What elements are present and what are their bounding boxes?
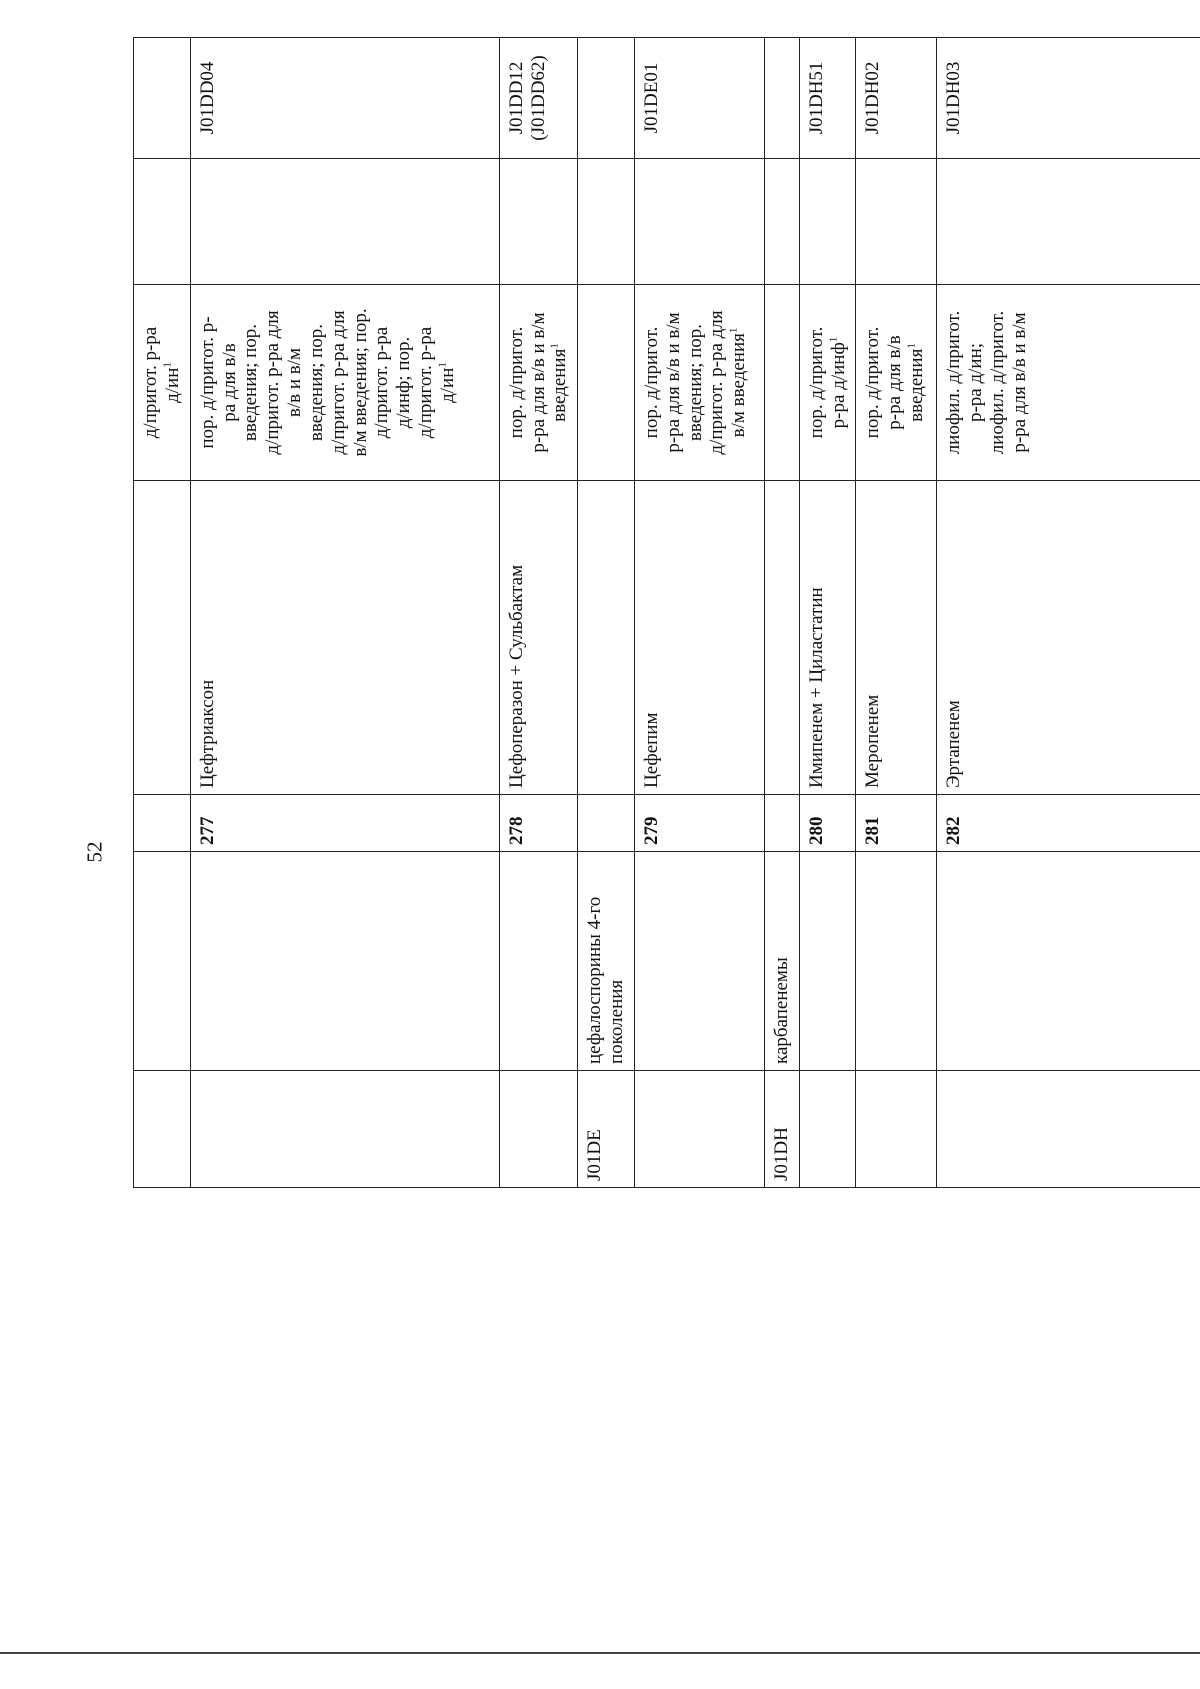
row-number-cell: 282	[937, 795, 1200, 852]
drug-name-cell: Цефоперазон + Сульбактам	[499, 481, 578, 795]
drug-name-cell	[134, 481, 191, 795]
note-cell	[578, 159, 635, 285]
atc-group-cell: J01DH	[764, 1071, 799, 1188]
group-name-cell	[134, 852, 191, 1071]
dosage-form-line: р-ра д/инф$^1$	[827, 336, 849, 429]
row-number-cell: 280	[799, 795, 856, 852]
atc-code-cell	[634, 38, 764, 159]
dosage-form-line: д/пригот. р-ра для	[262, 310, 284, 455]
dosage-form-cell	[856, 285, 937, 481]
group-name-cell	[799, 852, 856, 1071]
note-cell	[634, 159, 764, 285]
dosage-form-line: введения$^1$	[905, 343, 928, 422]
row-number-cell: 277	[190, 795, 499, 852]
atc-code-line: J01DH02	[862, 61, 884, 135]
dosage-form-line: д/пригот. р-ра	[371, 326, 393, 439]
drug-name-cell: Имипенем + Циластатин	[799, 481, 856, 795]
atc-group-cell	[799, 1071, 856, 1188]
atc-code-cell	[190, 38, 499, 159]
dosage-form-line: лиофил. д/пригот.	[987, 310, 1009, 455]
dosage-form-line: введения; пор.	[305, 323, 327, 442]
atc-code-line: J01DH51	[805, 61, 827, 135]
dosage-form-line: введения; пор.	[684, 323, 706, 442]
dosage-form-line: в/м введения; пор.	[349, 308, 371, 457]
dosage-form-cell	[937, 285, 1200, 481]
atc-group-cell	[190, 1071, 499, 1188]
dosage-form-cell	[634, 285, 764, 481]
atc-group-cell	[634, 1071, 764, 1188]
row-number-cell	[578, 795, 635, 852]
atc-code-cell	[856, 38, 937, 159]
atc-code-cell	[134, 38, 191, 159]
note-cell	[190, 159, 499, 285]
atc-code-cell	[578, 38, 635, 159]
dosage-form-line: в/в и в/м	[284, 347, 306, 418]
atc-group-cell: J01DE	[578, 1071, 635, 1188]
note-cell	[134, 159, 191, 285]
dosage-form-line: лиофил. д/пригот.	[943, 310, 965, 455]
dosage-form-line: введения; пор.	[240, 323, 262, 442]
atc-group-cell	[499, 1071, 578, 1188]
drug-name-cell: Цефтриаксон	[190, 481, 499, 795]
atc-code-line: J01DD12	[505, 61, 527, 135]
bottom-rule	[0, 1652, 1200, 1654]
drug-table-rotated	[133, 38, 1183, 1188]
dosage-form-line: р-ра для в/в и в/м	[662, 312, 684, 453]
dosage-form-cell	[134, 285, 191, 481]
row-number-cell: 279	[634, 795, 764, 852]
drug-name-cell: Цефепим	[634, 481, 764, 795]
footnote-marker: 1	[905, 343, 918, 349]
drug-name-cell: Эртапенем	[937, 481, 1200, 795]
dosage-form-line: д/пригот. р-ра	[140, 326, 161, 439]
atc-group-cell	[134, 1071, 191, 1188]
dosage-form-cell	[499, 285, 578, 481]
footnote-marker: 1	[727, 327, 740, 334]
dosage-form-line: пор. д/пригот.	[640, 326, 662, 439]
note-cell	[937, 159, 1200, 285]
dosage-form-line: $д/ин^1$	[436, 362, 458, 403]
atc-code-cell	[764, 38, 799, 159]
table-row	[764, 38, 799, 1188]
dosage-form-line: д/пригот. р-ра	[415, 326, 437, 439]
dosage-form-line: пор. д/пригот.	[805, 326, 827, 439]
table-row	[190, 38, 499, 1188]
atc-code-line: (J01DD62)	[527, 55, 549, 141]
group-name-cell: цефалоспорины 4-го поколения	[578, 852, 635, 1071]
dosage-form-line: пор. д/пригот. р-	[196, 316, 218, 449]
dosage-form-cell	[578, 285, 635, 481]
atc-code-line: J01DE01	[640, 62, 662, 134]
note-cell	[799, 159, 856, 285]
footnote-marker: 1	[161, 362, 174, 368]
atc-code-cell	[937, 38, 1200, 159]
group-name-cell	[499, 852, 578, 1071]
dosage-form-line: $д/ин^1$	[161, 362, 183, 403]
note-cell	[764, 159, 799, 285]
atc-code-line: J01DD04	[196, 61, 218, 135]
table-row	[134, 38, 191, 1188]
dosage-form-cell	[799, 285, 856, 481]
footnote-marker: 1	[827, 336, 840, 343]
dosage-form-line: введения$^1$	[549, 343, 571, 422]
atc-group-cell	[937, 1071, 1200, 1188]
note-cell	[856, 159, 937, 285]
group-name-cell	[634, 852, 764, 1071]
dosage-form-line: в/м введения$^1$	[727, 327, 750, 438]
dosage-form-cell	[190, 285, 499, 481]
row-number-cell: 281	[856, 795, 937, 852]
drug-name-cell	[578, 481, 635, 795]
table-row	[856, 38, 937, 1188]
page-number: 52	[82, 841, 107, 863]
drug-table	[133, 37, 1200, 1188]
table-row	[937, 38, 1200, 1188]
atc-group-cell	[856, 1071, 937, 1188]
footnote-marker: 1	[549, 343, 562, 349]
dosage-form-line: д/пригот. р-ра для	[706, 310, 728, 455]
row-number-cell: 278	[499, 795, 578, 852]
group-name-cell	[190, 852, 499, 1071]
drug-name-cell	[764, 481, 799, 795]
dosage-form-cell	[764, 285, 799, 481]
row-number-cell	[134, 795, 191, 852]
dosage-form-line: д/пригот. р-ра для	[327, 310, 349, 455]
footnote-marker: 1	[436, 362, 449, 368]
atc-code-line: J01DH03	[943, 61, 965, 135]
dosage-form-line: ра для в/в	[218, 343, 240, 422]
dosage-form-line: р-ра для в/в и в/м	[1008, 312, 1030, 453]
group-name-cell: карбапенемы	[764, 852, 799, 1071]
group-name-cell	[856, 852, 937, 1071]
dosage-form-line: р-ра для в/в	[884, 335, 906, 430]
group-name-cell	[937, 852, 1200, 1071]
dosage-form-line: р-ра д/ин;	[965, 342, 987, 423]
dosage-form-line: пор. д/пригот.	[862, 326, 884, 439]
dosage-form-line: д/инф; пор.	[393, 336, 415, 429]
table-row	[499, 38, 578, 1188]
dosage-form-line: пор. д/пригот.	[505, 326, 527, 439]
note-cell	[499, 159, 578, 285]
table-row	[578, 38, 635, 1188]
atc-code-cell	[499, 38, 578, 159]
row-number-cell	[764, 795, 799, 852]
table-row	[799, 38, 856, 1188]
table-row	[634, 38, 764, 1188]
drug-name-cell: Меропенем	[856, 481, 937, 795]
atc-code-cell	[799, 38, 856, 159]
dosage-form-line: р-ра для в/в и в/м	[527, 312, 549, 453]
